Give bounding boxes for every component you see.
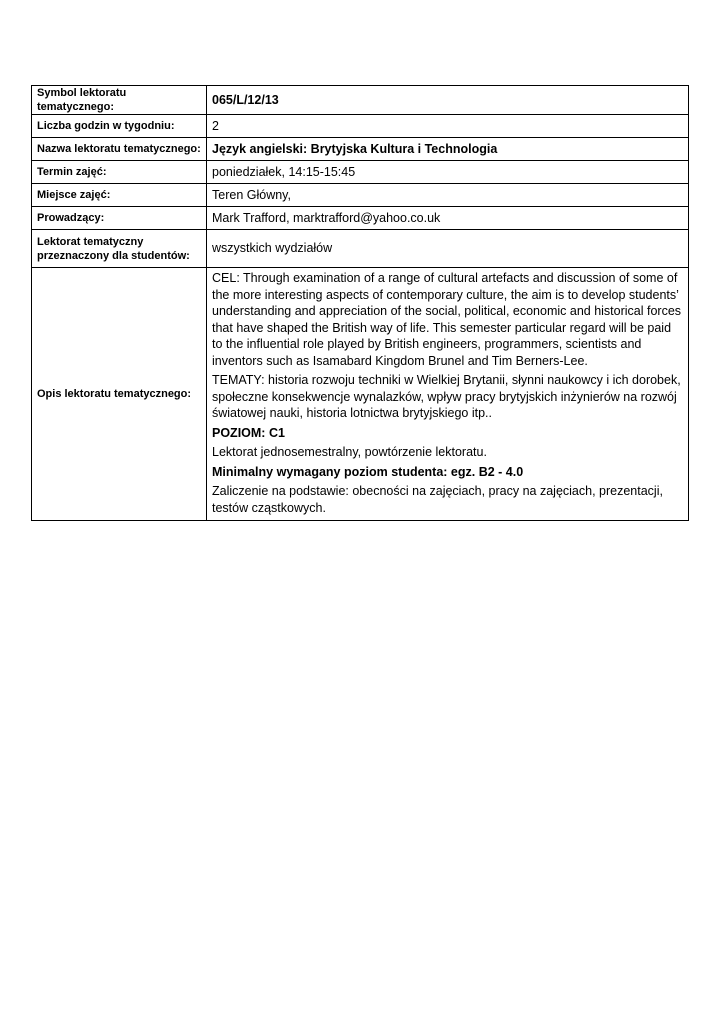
- row-course-name: [32, 138, 689, 161]
- instructor-value: Mark Trafford, marktrafford@yahoo.co.uk: [207, 207, 689, 230]
- row-schedule: [32, 161, 689, 184]
- symbol-label: Symbol lektoratu tematycznego:: [32, 86, 207, 115]
- description-label: Opis lektoratu tematycznego:: [32, 268, 207, 521]
- audience-label: Lektorat tematyczny przeznaczony dla studentów:: [32, 230, 207, 268]
- description-body: [207, 268, 689, 521]
- row-audience: [32, 230, 689, 268]
- row-symbol: [32, 86, 689, 115]
- row-location: [32, 184, 689, 207]
- description-min-level: Minimalny wymagany poziom studenta: egz. B2 - 4.0: [212, 464, 524, 479]
- location-value: Teren Główny,: [207, 184, 689, 207]
- location-label: Miejsce zajęć:: [32, 184, 207, 207]
- hours-label: Liczba godzin w tygodniu:: [32, 115, 207, 138]
- course-info-table: [31, 85, 689, 521]
- row-hours: [32, 115, 689, 138]
- symbol-value: 065/L/12/13: [207, 86, 689, 115]
- schedule-label: Termin zajęć:: [32, 161, 207, 184]
- schedule-value: poniedziałek, 14:15-15:45: [207, 161, 689, 184]
- description-duration: Lektorat jednosemestralny, powtórzenie lektoratu.: [212, 445, 487, 459]
- description-level: POZIOM: C1: [212, 425, 285, 440]
- description-goal: CEL: Through examination of a range of cultural artefacts and discussion of some of the more interesting aspects of contemporary culture, the aim is to develop students’ understanding and appreciation of the social, political, economic and historical forces that have shaped the British way of life. This semester particular regard will be paid to the influential role played by British engineers, programmers, scientists and inventors such as Isamabard Kingdom Brunel and Tim Berners-Lee.: [212, 271, 682, 368]
- description-topics: TEMATY: historia rozwoju techniki w Wielkiej Brytanii, słynni naukowcy i ich dorobek, społeczne konsekwencje wynalazków, wpływ pracy brytyjskich inżynierów na rozwój światowej nauki, historia lotnictwa brytyjskiego itp..: [212, 373, 681, 420]
- audience-value: wszystkich wydziałów: [207, 230, 689, 268]
- description-assessment: Zaliczenie na podstawie: obecności na zajęciach, pracy na zajęciach, prezentacji, testów cząstkowych.: [212, 484, 663, 515]
- hours-value: 2: [207, 115, 689, 138]
- row-description: [32, 268, 689, 521]
- course-name-label: Nazwa lektoratu tematycznego:: [32, 138, 207, 161]
- course-name-value: Język angielski: Brytyjska Kultura i Technologia: [207, 138, 689, 161]
- row-instructor: [32, 207, 689, 230]
- instructor-label: Prowadzący:: [32, 207, 207, 230]
